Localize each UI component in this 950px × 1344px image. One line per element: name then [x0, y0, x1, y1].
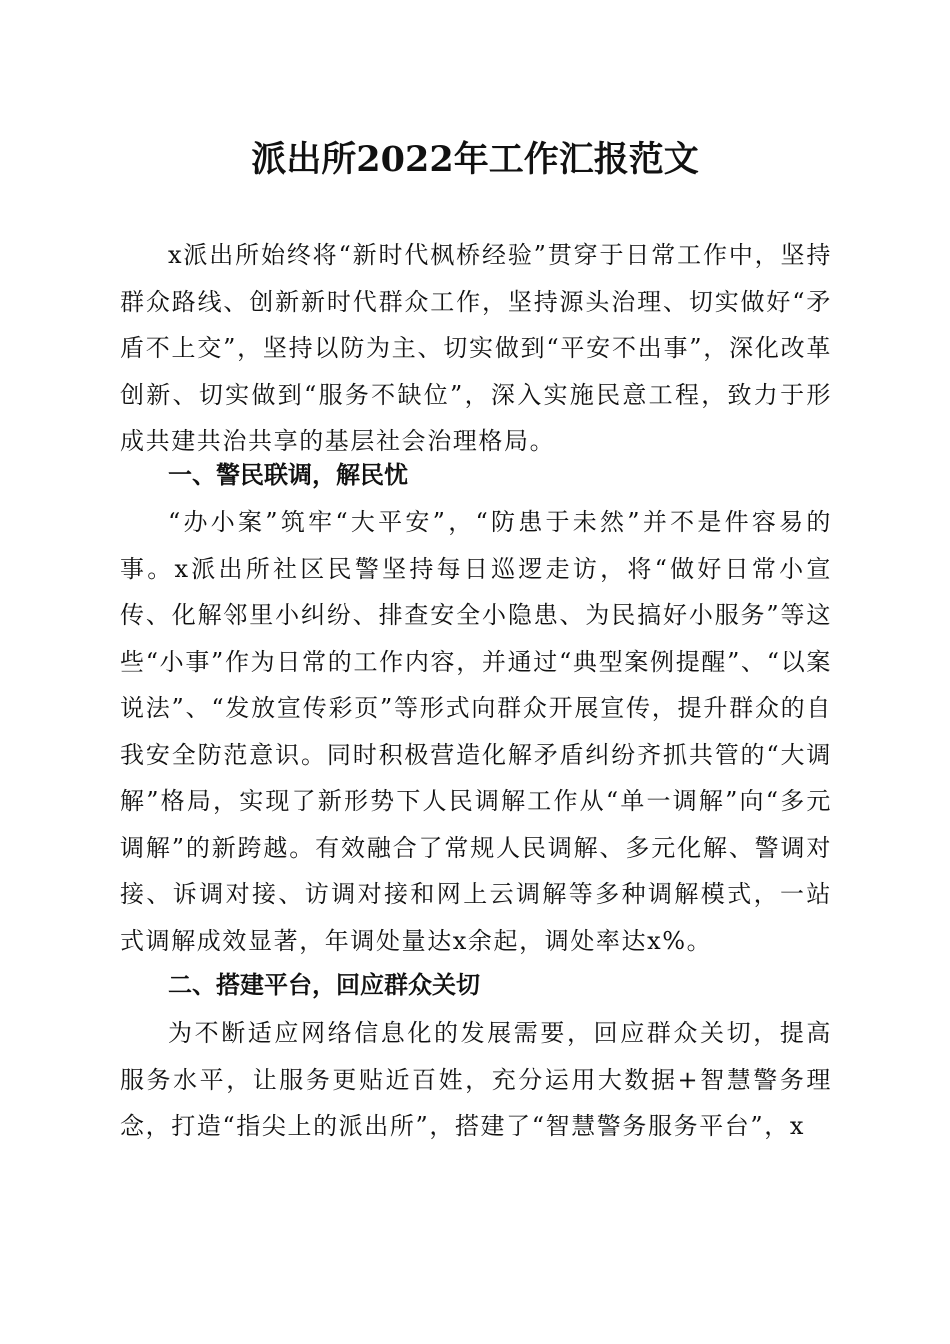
section-heading-1: 一、警民联调，解民忧 — [168, 461, 408, 489]
paragraph-intro: x派出所始终将“新时代枫桥经验”贯穿于日常工作中，坚持群众路线、创新新时代群众工作，坚持源头治理、切实做好“矛盾不上交”，坚持以防为主、切实做到“平安不出事”，深化改革创新、切实做到“服务不缺位”，深入实施民意工程，致力于形成共建共治共享的基层社会治理格局。 — [120, 241, 832, 455]
section-heading-2: 二、搭建平台，回应群众关切 — [168, 971, 480, 999]
paragraph-section-2: 为不断适应网络信息化的发展需要，回应群众关切，提高服务水平，让服务更贴近百姓，充分运用大数据+智慧警务理念，打造“指尖上的派出所”，搭建了“智慧警务服务平台”，x — [120, 1019, 832, 1140]
document-title: 派出所2022年工作汇报范文 — [251, 139, 699, 180]
paragraph-section-1: “办小案”筑牢“大平安”，“防患于未然”并不是件容易的事。x派出所社区民警坚持每日巡逻走访，将“做好日常小宣传、化解邻里小纠纷、排查安全小隐患、为民搞好小服务”等这些“小事”作为日常的工作内容，并通过“典型案例提醒”、“以案说法”、“发放宣传彩页”等形式向群众开展宣传，提升群众的自我安全防范意识。同时积极营造化解矛盾纠纷齐抓共管的“大调解”格局，实现了新形势下人民调解工作从“单一调解”向“多元调解”的新跨越。有效融合了常规人民调解、多元化解、警调对接、诉调对接、访调对接和网上云调解等多种调解模式，一站式调解成效显著，年调处量达x余起，调处率达x%。 — [120, 508, 832, 955]
